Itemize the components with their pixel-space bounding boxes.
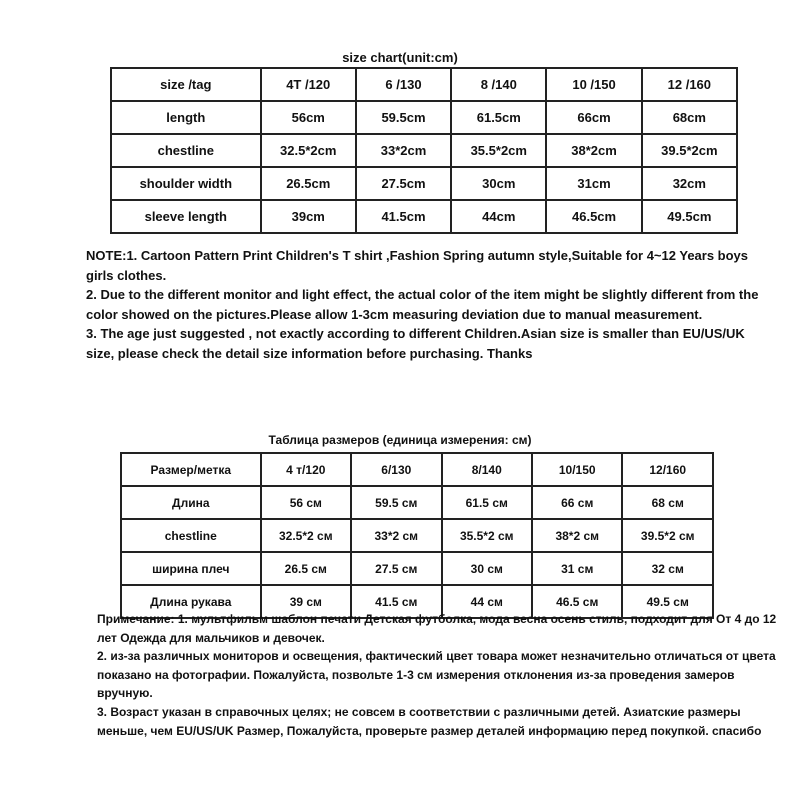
row-label: sleeve length bbox=[111, 200, 261, 233]
table-cell: 49.5cm bbox=[642, 200, 737, 233]
header-cell: 4 т/120 bbox=[261, 453, 352, 486]
table-cell: 30cm bbox=[451, 167, 546, 200]
table-cell: 30 см bbox=[442, 552, 533, 585]
table-cell: 68cm bbox=[642, 101, 737, 134]
table-cell: 27.5cm bbox=[356, 167, 451, 200]
table-cell: 39 см bbox=[261, 585, 352, 618]
row-label: chestline bbox=[111, 134, 261, 167]
header-cell: 12/160 bbox=[622, 453, 713, 486]
table-cell: 46.5 см bbox=[532, 585, 622, 618]
header-cell: Размер/метка bbox=[121, 453, 261, 486]
header-cell: 6/130 bbox=[351, 453, 441, 486]
size-chart-title-en: size chart(unit:cm) bbox=[342, 50, 458, 65]
table-cell: 35.5*2cm bbox=[451, 134, 546, 167]
table-cell: 31cm bbox=[546, 167, 641, 200]
table-cell: 61.5 см bbox=[442, 486, 533, 519]
table-cell: 44cm bbox=[451, 200, 546, 233]
table-cell: 26.5 см bbox=[261, 552, 352, 585]
header-cell: 12 /160 bbox=[642, 68, 737, 101]
table-cell: 39cm bbox=[261, 200, 356, 233]
table-cell: 59.5cm bbox=[356, 101, 451, 134]
table-cell: 44 см bbox=[442, 585, 533, 618]
note-paragraph: Примечание: 1. мультфильм шаблон печати Детская футболка, мода весна осень стиль, подходит для От 4 до 12 лет Одежда для мальчиков и девочек. bbox=[97, 612, 777, 645]
table-cell: 46.5cm bbox=[546, 200, 641, 233]
table-cell: 32 см bbox=[622, 552, 713, 585]
row-label: shoulder width bbox=[111, 167, 261, 200]
table-cell: 32.5*2 см bbox=[261, 519, 352, 552]
table-cell: 31 см bbox=[532, 552, 622, 585]
header-cell: 8 /140 bbox=[451, 68, 546, 101]
table-row bbox=[111, 200, 737, 233]
table-cell: 33*2cm bbox=[356, 134, 451, 167]
note-paragraph: NOTE:1. Cartoon Pattern Print Children's T shirt ,Fashion Spring autumn style,Suitable for 4~12 Years boys girls clothes. bbox=[86, 248, 749, 283]
row-label: length bbox=[111, 101, 261, 134]
table-cell: 38*2 см bbox=[532, 519, 622, 552]
header-cell: 10 /150 bbox=[546, 68, 641, 101]
table-cell: 26.5cm bbox=[261, 167, 356, 200]
table-cell: 61.5cm bbox=[451, 101, 546, 134]
row-label: chestline bbox=[121, 519, 261, 552]
table-cell: 32.5*2cm bbox=[261, 134, 356, 167]
notes-ru bbox=[97, 610, 777, 740]
header-cell: 10/150 bbox=[532, 453, 622, 486]
row-label: Длина bbox=[121, 486, 261, 519]
note-paragraph: 3. The age just suggested , not exactly according to different Children.Asian size is smaller than EU/US/UK size, please check the detail size information before purchasing. Thanks bbox=[86, 326, 745, 361]
row-label: ширина плеч bbox=[121, 552, 261, 585]
table-row bbox=[121, 519, 713, 552]
note-paragraph: 2. из-за различных мониторов и освещения, фактический цвет товара может незначительно отличаться от цвета показано на фотографии. Пожалуйста, позвольте 1-3 см измерения отклонения из-за проведения замеров вручную. bbox=[97, 649, 776, 701]
table-cell: 66 см bbox=[532, 486, 622, 519]
size-chart-title-ru: Таблица размеров (единица измерения: см) bbox=[268, 433, 532, 447]
table-cell: 38*2cm bbox=[546, 134, 641, 167]
table-cell: 27.5 см bbox=[351, 552, 441, 585]
table-cell: 59.5 см bbox=[351, 486, 441, 519]
header-cell: 6 /130 bbox=[356, 68, 451, 101]
notes-en bbox=[86, 246, 776, 363]
table-row bbox=[111, 167, 737, 200]
table-header-row bbox=[121, 453, 713, 486]
table-cell: 39.5*2cm bbox=[642, 134, 737, 167]
table-cell: 33*2 см bbox=[351, 519, 441, 552]
note-paragraph: 2. Due to the different monitor and light effect, the actual color of the item might be slightly different from the color showed on the pictures.Please allow 1-3cm measuring deviation due to manual measurement. bbox=[86, 287, 759, 322]
size-table-en bbox=[110, 67, 738, 234]
table-cell: 56cm bbox=[261, 101, 356, 134]
table-row bbox=[121, 552, 713, 585]
table-cell: 49.5 см bbox=[622, 585, 713, 618]
table-cell: 41.5 см bbox=[351, 585, 441, 618]
header-cell: 4T /120 bbox=[261, 68, 356, 101]
table-header-row bbox=[111, 68, 737, 101]
size-table-ru bbox=[120, 452, 714, 619]
note-paragraph: 3. Возраст указан в справочных целях; не совсем в соответствии с различными детей. Азиатские размеры меньше, чем EU/US/UK Размер, Пожалуйста, проверьте размер деталей информацию перед покупкой. спасибо bbox=[97, 704, 762, 738]
table-row bbox=[111, 101, 737, 134]
table-cell: 32cm bbox=[642, 167, 737, 200]
table-row bbox=[111, 134, 737, 167]
row-label: Длина рукава bbox=[121, 585, 261, 618]
header-cell: size /tag bbox=[111, 68, 261, 101]
table-cell: 66cm bbox=[546, 101, 641, 134]
header-cell: 8/140 bbox=[442, 453, 533, 486]
table-cell: 56 см bbox=[261, 486, 352, 519]
table-cell: 41.5cm bbox=[356, 200, 451, 233]
table-cell: 39.5*2 см bbox=[622, 519, 713, 552]
table-cell: 35.5*2 см bbox=[442, 519, 533, 552]
table-cell: 68 см bbox=[622, 486, 713, 519]
table-row bbox=[121, 486, 713, 519]
